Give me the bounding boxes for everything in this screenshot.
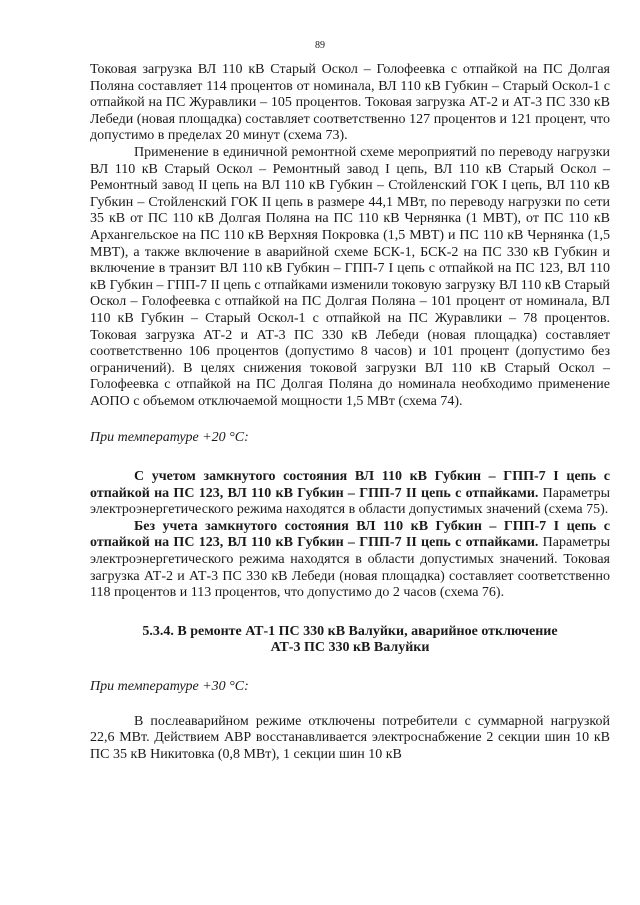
section-heading-line-2: АТ-3 ПС 330 кВ Валуйки [270, 640, 430, 656]
paragraph-4 [90, 519, 610, 602]
paragraph-3 [90, 469, 610, 519]
page-number: 89 [315, 40, 325, 51]
paragraph-4-bold: Без учета замкнутого состояния ВЛ 110 кВ Губкин – ГПП-7 I цепь с отпайкой на ПС 123, ВЛ 110 кВ Губкин – ГПП-7 II цепь с отпайками. [90, 518, 610, 551]
paragraph-3-bold: С учетом замкнутого состояния ВЛ 110 кВ Губкин – ГПП-7 I цепь с отпайкой на ПС 123, ВЛ 110 кВ Губкин – ГПП-7 II цепь с отпайками. [90, 469, 610, 501]
paragraph-1: Токовая загрузка ВЛ 110 кВ Старый Оскол – Голофеевка с отпайкой на ПС Долгая Поляна составляет 114 процентов от номинала, ВЛ 110 кВ Губкин – Старый Оскол-1 с отпайкой на ПС Журавлики – 105 процентов. Токовая загрузка АТ-2 и АТ-3 ПС 330 кВ Лебеди (новая площадка) составляет соответственно 127 процентов и 121 процент, что допустимо в пределах 20 минут (схема 73). [90, 62, 610, 144]
condition-heading-20: При температуре +20 °С: [90, 430, 249, 446]
section-heading-line-1: 5.3.4. В ремонте АТ-1 ПС 330 кВ Валуйки, аварийное отключение [142, 623, 558, 639]
condition-heading-30: При температуре +30 °С: [90, 679, 249, 694]
paragraph-4-text: Параметры электроэнергетического режима находятся в области допустимых значений. Токовая загрузка АТ-2 и АТ-3 ПС 330 кВ Лебеди (новая площадка) составляет соответственно 118 процентов и 113 процентов, что допустимо до 2 часов (схема 76). [90, 535, 610, 601]
paragraph-5: В послеаварийном режиме отключены потребители с суммарной нагрузкой 22,6 МВт. Действием АВР восстанавливается электроснабжение 2 секции шин 10 кВ ПС 35 кВ Никитовка (0,8 МВт), 1 секции шин 10 кВ [90, 713, 610, 762]
document-body [90, 62, 610, 763]
paragraph-3-text: Параметры электроэнергетического режима находятся в области допустимых значений (схема 75). [90, 485, 610, 518]
section-heading [90, 624, 610, 657]
paragraph-2: Применение в единичной ремонтной схеме мероприятий по переводу нагрузки ВЛ 110 кВ Старый Оскол – Ремонтный завод I цепь, ВЛ 110 кВ Старый Оскол – Ремонтный завод II цепь на ВЛ 110 кВ Губкин – Стойленский ГОК I цепь, ВЛ 110 кВ Губкин – Стойленский ГОК II цепь в размере 44,1 МВт, по переводу нагрузки по сети 35 кВ от ПС 110 кВ Долгая Поляна на ПС 110 кВ Чернянка (1 МВТ), от ПС 110 кВ Архангельское на ПС 110 кВ Верхняя Покровка (1,5 МВТ) и ПС 110 кВ Чернянка (1,5 МВТ), а также включение в аварийной схеме БСК-1, БСК-2 на ПС 330 кВ Губкин и включение в транзит ВЛ 110 кВ Губкин – ГПП-7 I цепь с отпайкой на ПС 123, ВЛ 110 кВ Губкин – ГПП-7 II цепь с отпайками изменили токовую загрузку ВЛ 110 кВ Старый Оскол – Голофеевка с отпайкой на ПС Долгая Поляна – 101 процент от номинала, ВЛ 110 кВ Губкин – Старый Оскол-1 с отпайкой на ПС Журавлики – 78 процентов. Токовая загрузка АТ-2 и АТ-3 ПС 330 кВ Лебеди (новая площадка) составляет соответственно 106 процентов (допустимо 8 часов) и 101 процент (допустимо без ограничений). В целях снижения токовой загрузки ВЛ 110 кВ Старый Оскол – Голофеевка с отпайкой на ПС Долгая Поляна до номинала необходимо применение АОПО с объемом отключаемой мощности 1,5 МВт (схема 74). [90, 144, 610, 409]
